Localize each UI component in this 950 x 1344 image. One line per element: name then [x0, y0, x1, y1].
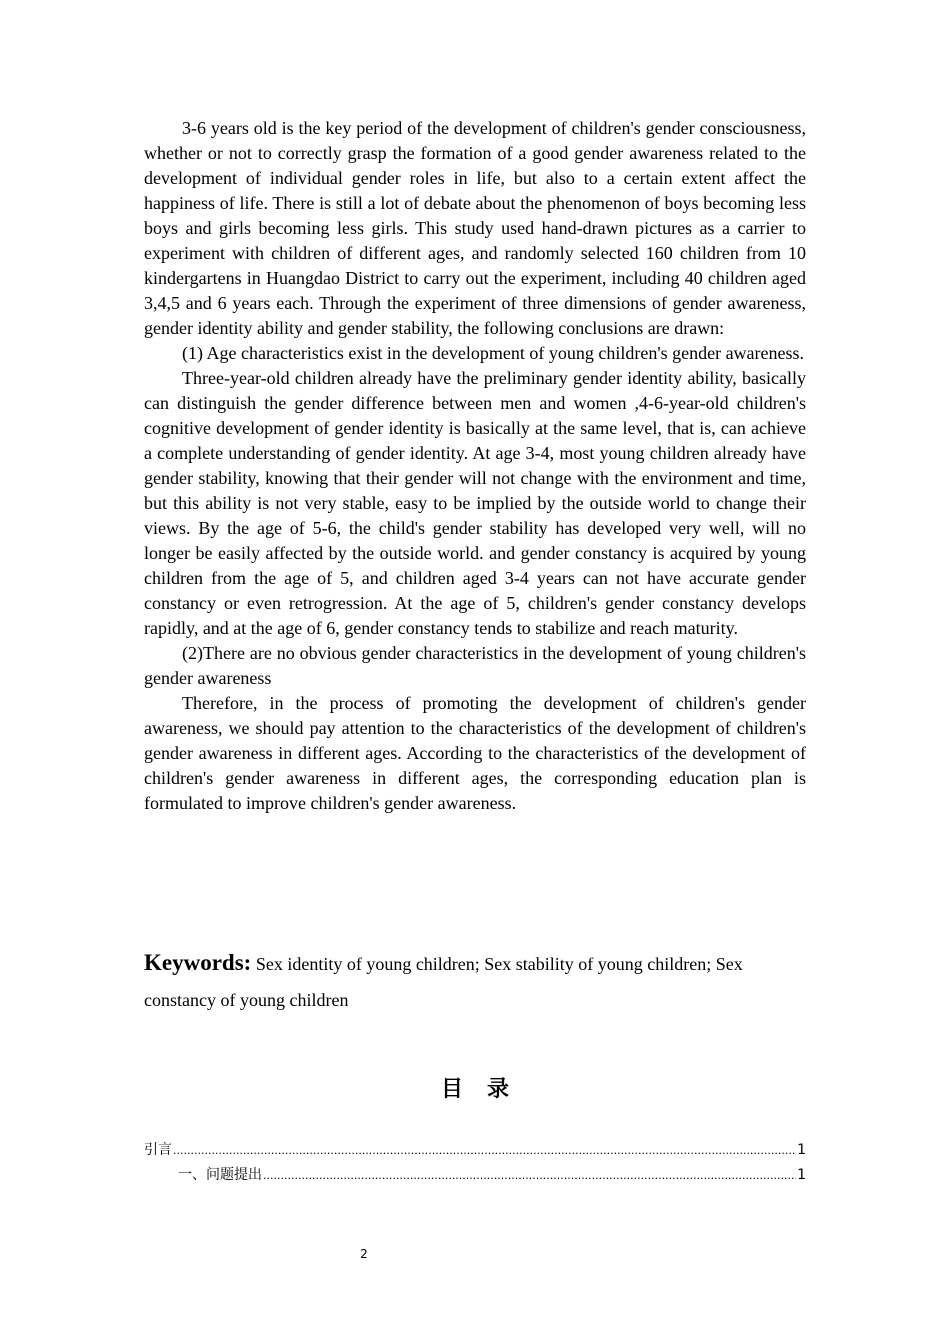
toc-entry-page: 1	[797, 1167, 806, 1183]
toc-entry-page: 1	[797, 1142, 806, 1158]
toc-leader	[263, 1164, 796, 1188]
toc-entry-label: 一、问题提出	[178, 1167, 262, 1183]
toc-title-char-1: 目	[440, 1077, 475, 1102]
toc-title-char-2: 录	[487, 1077, 522, 1102]
keywords-section	[144, 945, 806, 1018]
toc-entry[interactable]	[144, 1138, 806, 1163]
page-number: 2	[360, 1247, 368, 1261]
toc-entry[interactable]	[144, 1163, 806, 1188]
abstract-paragraph-2: (1) Age characteristics exist in the development of young children's gender awareness.	[182, 343, 805, 363]
abstract-paragraph-4: (2)There are no obvious gender characteristics in the development of young children's gender awareness	[144, 643, 806, 688]
abstract-paragraph-3: Three-year-old children already have the preliminary gender identity ability, basically can distinguish the gender difference between men and women ,4-6-year-old children's cognitive development of gender identity is basically at the same level, that is, can achieve a complete understanding of gender identity. At age 3-4, most young children already have gender stability, knowing that their gender will not change with the environment and time, but this ability is not very stable, easy to be implied by the outside world to change their views. By the age of 5-6, the child's gender stability has developed very well, will no longer be easily affected by the outside world. and gender constancy is acquired by young children from the age of 5, and children aged 3-4 years can not have accurate gender constancy or even retrogression. At the age of 5, children's gender constancy develops rapidly, and at the age of 6, gender constancy tends to stabilize and reach maturity.	[144, 368, 806, 638]
abstract-paragraph-1: 3-6 years old is the key period of the development of children's gender consciousness, whether or not to correctly grasp the formation of a good gender awareness related to the development of individual gender roles in life, but also to a certain extent affect the happiness of life. There is still a lot of debate about the phenomenon of boys becoming less boys and girls becoming less girls. This study used hand-drawn pictures as a carrier to experiment with children of different ages, and randomly selected 160 children from 10 kindergartens in Huangdao District to carry out the experiment, including 40 children aged 3,4,5 and 6 years each. Through the experiment of three dimensions of gender awareness, gender identity ability and gender stability, the following conclusions are drawn:	[144, 118, 806, 338]
keywords-label: Keywords:	[144, 950, 252, 975]
toc-leader	[173, 1139, 796, 1163]
toc-title	[0, 1072, 950, 1103]
abstract-body	[144, 116, 806, 816]
keywords-text: Sex identity of young children; Sex stability of young children; Sex constancy of young children	[144, 954, 743, 1010]
abstract-paragraph-5: Therefore, in the process of promoting the development of children's gender awareness, we should pay attention to the characteristics of the development of children's gender awareness in different ages. According to the characteristics of the development of children's gender awareness in different ages, the corresponding education plan is formulated to improve children's gender awareness.	[144, 693, 806, 813]
table-of-contents	[144, 1138, 806, 1188]
toc-entry-label: 引言	[144, 1142, 172, 1158]
